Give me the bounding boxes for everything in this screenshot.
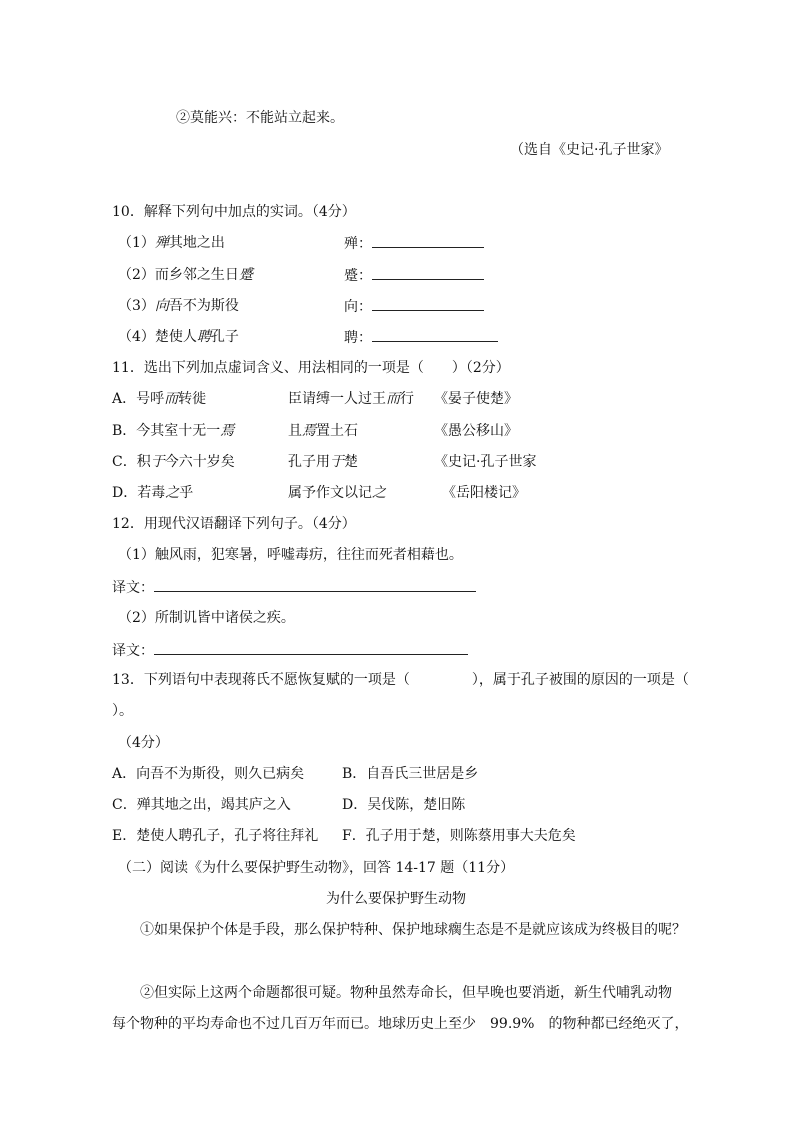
dotted-word: 蹙	[238, 267, 253, 283]
dotted-word: 之	[165, 485, 180, 501]
article-paragraph-1: ①如果保护个体是手段，那么保护特种、保护地球瘸生态是不是就应该成为终极目的呢？	[140, 922, 686, 938]
answer-blank[interactable]	[372, 296, 484, 311]
q11-option-b-second: 且焉置土石	[288, 423, 358, 439]
annotation-note-2: ②莫能兴：不能站立起来。	[176, 110, 344, 126]
q10-answer-2: 蹙：	[344, 265, 484, 286]
source-citation: （选自《史记·孔子世家》	[510, 142, 669, 158]
dotted-word: 向	[154, 298, 169, 314]
q13-option-c: C．殚其地之出，竭其庐之入	[112, 797, 291, 813]
q10-item-4: （4）楚使人聘孔子	[118, 329, 239, 345]
dotted-word: 聘	[196, 329, 211, 345]
q11-option-c-source: 《史记·孔子世家	[434, 454, 537, 470]
dotted-word: 而	[164, 391, 179, 407]
q10-answer-3: 向：	[344, 296, 484, 317]
q10-item-1: （1）殚其地之出	[118, 235, 225, 251]
dotted-word: 之	[372, 485, 386, 501]
dotted-word: 焉	[220, 423, 235, 439]
q11-option-c-first: C．积于今六十岁矣	[112, 454, 235, 470]
q10-item-2: （2）而乡邻之生日蹙	[118, 267, 253, 283]
q13-option-b: B．自吾氏三世居是乡	[342, 766, 479, 782]
q11-option-b-first: B．今其室十无一焉	[112, 423, 235, 439]
article-paragraph-2-line-1: ②但实际上这两个命题都很可疑。物种虽然寿命长，但早晚也要消逝，新生代哺乳动物	[140, 985, 672, 1001]
q10-answer-1: 殚：	[344, 233, 484, 254]
q13-option-d: D．吴伐陈，楚旧陈	[342, 797, 466, 813]
section-two-heading: （二）阅读《为什么要保护野生动物》，回答 14-17 题（11分）	[118, 860, 515, 876]
answer-blank[interactable]	[372, 265, 484, 280]
q11-option-d-first: D．若毒之乎	[112, 485, 194, 501]
answer-blank[interactable]	[372, 327, 498, 342]
q11-option-b-source: 《愚公移山》	[434, 423, 518, 439]
q12-sentence-2: （2）所制讥皆中诸侯之疾。	[118, 610, 295, 626]
q11-option-a-source: 《晏子使楚》	[434, 391, 518, 407]
dotted-word: 于	[150, 454, 165, 470]
dotted-word: 殚	[154, 235, 169, 251]
q13-title-cont: ）。	[112, 703, 133, 719]
q10-title: 10．解释下列句中加点的实词。（4分）	[112, 204, 356, 220]
q12-title: 12．用现代汉语翻译下列句子。（4分）	[112, 516, 356, 532]
q13-option-f: F．孔子用于楚，则陈蔡用事大夫危矣	[342, 828, 576, 844]
q12-sentence-1: （1）触风雨，犯寒暑，呼嘘毒疠，往往而死者相藉也。	[118, 547, 463, 563]
q11-option-c-second: 孔子用于楚	[288, 454, 358, 470]
dotted-word: 而	[386, 391, 400, 407]
article-title: 为什么要保护野生动物	[326, 891, 466, 907]
q10-answer-4: 聘：	[344, 327, 498, 348]
q13-option-a: A．向吾不为斯役，则久已病矣	[112, 766, 305, 782]
q11-option-a-second: 臣请缚一人过王而行	[288, 391, 414, 407]
q13-title: 13．下列语句中表现蒋氏不愿恢复赋的一项是（ ），属于孔子被围的原因的一项是（	[112, 672, 689, 688]
q12-translation-1: 译文：	[112, 577, 476, 598]
q11-option-a-first: A．号呼而转徙	[112, 391, 207, 407]
q13-score: （4分）	[118, 735, 169, 751]
dotted-word: 焉	[302, 423, 316, 439]
q11-option-d-source: 《岳阳楼记》	[442, 485, 526, 501]
q12-translation-2: 译文：	[112, 640, 468, 661]
translation-blank[interactable]	[154, 577, 476, 592]
dotted-word: 于	[330, 454, 344, 470]
q11-title: 11．选出下列加点虚词含义、用法相同的一项是（ ）（2分）	[112, 360, 510, 376]
answer-blank[interactable]	[372, 233, 484, 248]
q13-option-e: E．楚使人聘孔子，孔子将往拜礼	[112, 828, 319, 844]
q11-option-d-second: 属予作文以记之	[288, 485, 386, 501]
translation-blank[interactable]	[154, 640, 468, 655]
q10-item-3: （3）向吾不为斯役	[118, 298, 239, 314]
article-paragraph-2-line-2: 每个物种的平均寿命也不过几百万年而已。地球历史上至少 99.9% 的物种都已经绝灭了，	[112, 1016, 689, 1032]
